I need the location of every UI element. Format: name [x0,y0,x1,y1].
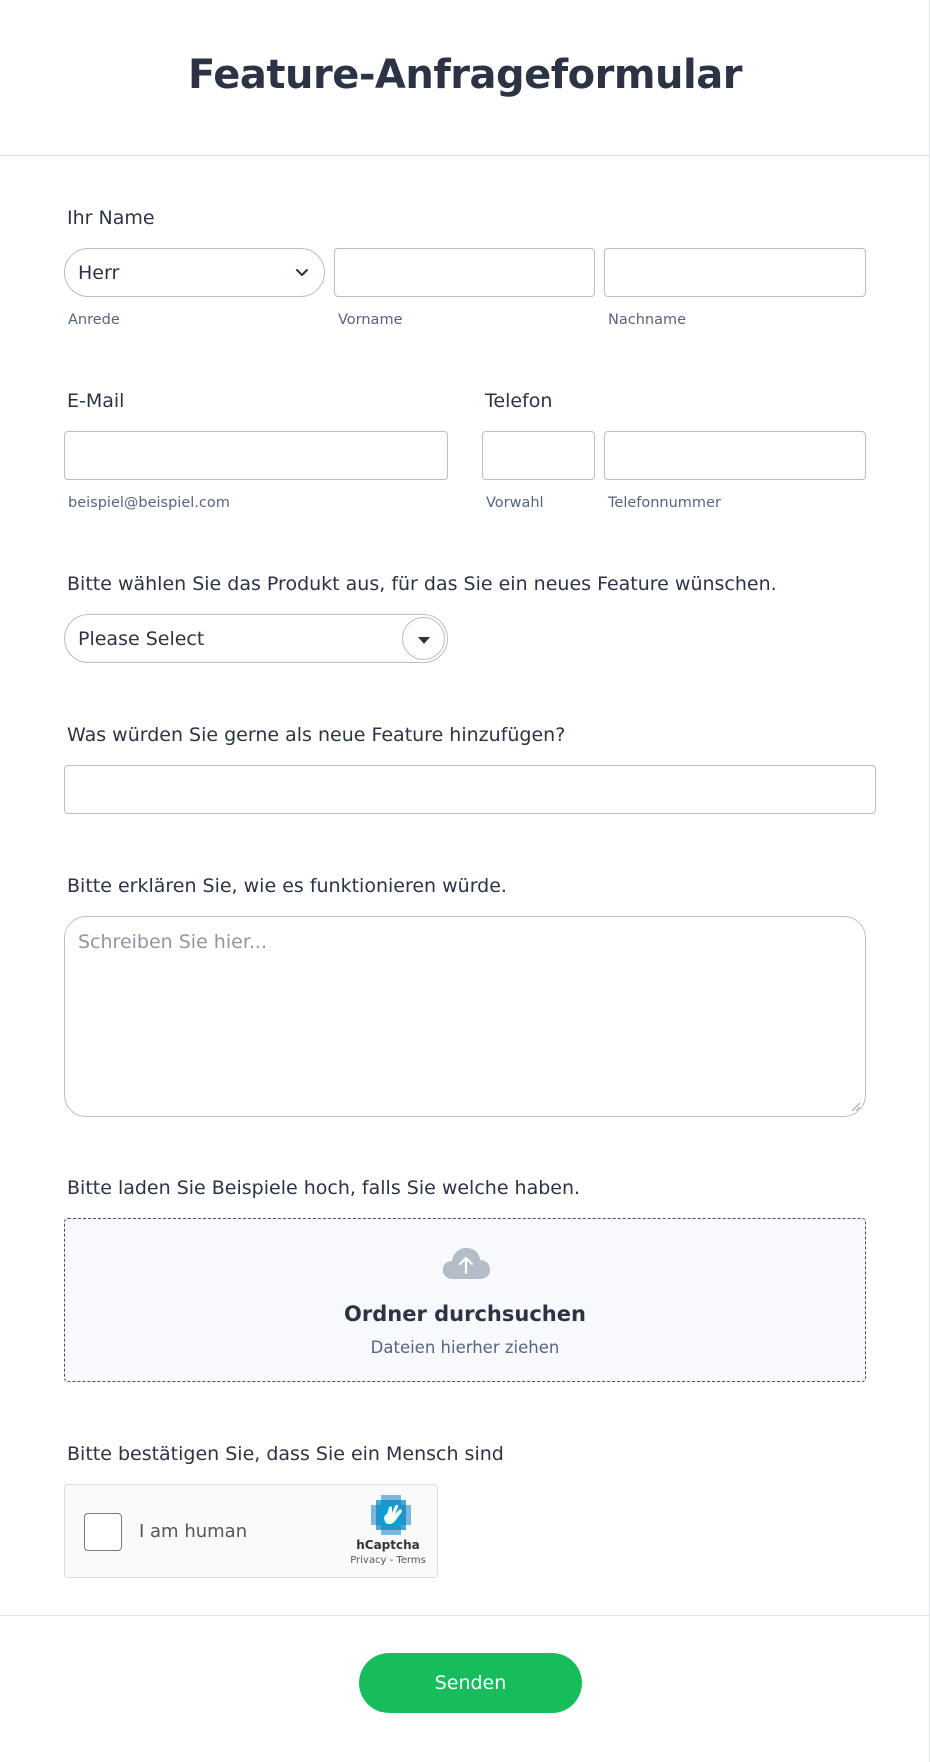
product-label: Bitte wählen Sie das Produkt aus, für das Sie ein neues Feature wünschen. [67,573,777,595]
feature-input[interactable] [64,765,876,814]
first-name-sublabel: Vorname [338,312,403,328]
phone-label: Telefon [485,390,553,412]
name-label: Ihr Name [67,207,155,229]
drag-files-hint: Dateien hierher ziehen [370,1338,560,1357]
explain-placeholder: Schreiben Sie hier... [78,931,268,953]
captcha-label: Bitte bestätigen Sie, dass Sie ein Mensch sind [67,1443,504,1465]
captcha-checkbox[interactable] [84,1513,122,1551]
salutation-select[interactable] [64,248,325,297]
explain-label: Bitte erklären Sie, wie es funktionieren würde. [67,875,507,897]
last-name-sublabel: Nachname [608,312,687,328]
hcaptcha-links[interactable]: Privacy - Terms [350,1555,426,1566]
explain-textarea[interactable] [64,916,866,1117]
cloud-upload-icon [441,1245,491,1281]
form-title: Feature-Anfrageformular [188,52,742,98]
salutation-sublabel: Anrede [68,312,120,328]
feature-label: Was würden Sie gerne als neue Feature hinzufügen? [67,724,566,746]
hcaptcha-logo-icon [371,1495,411,1535]
upload-label: Bitte laden Sie Beispiele hoch, falls Sie welche haben. [67,1177,581,1199]
chevron-down-icon [293,263,311,281]
phone-number-input[interactable] [604,431,866,480]
last-name-input[interactable] [604,248,866,297]
dropdown-caret-icon[interactable] [402,617,445,660]
hcaptcha-widget [64,1484,438,1578]
email-sublabel: beispiel@beispiel.com [68,495,230,511]
email-label: E-Mail [67,390,125,412]
email-input[interactable] [64,431,448,480]
product-select-value: Please Select [78,628,205,650]
first-name-input[interactable] [334,248,595,297]
submit-button[interactable]: Senden [359,1653,582,1713]
form-header [0,0,930,156]
hcaptcha-brand: hCaptcha [356,1538,420,1552]
browse-files-button[interactable]: Ordner durchsuchen [344,1302,586,1326]
area-code-input[interactable] [482,431,595,480]
file-upload-dropzone[interactable] [64,1218,866,1382]
product-select[interactable] [64,614,448,663]
footer-divider [0,1615,930,1616]
captcha-checkbox-text: I am human [139,1521,248,1542]
salutation-value: Herr [78,262,120,284]
resize-grip-icon[interactable] [850,1101,860,1111]
area-code-sublabel: Vorwahl [486,495,544,511]
phone-number-sublabel: Telefonnummer [608,495,721,511]
